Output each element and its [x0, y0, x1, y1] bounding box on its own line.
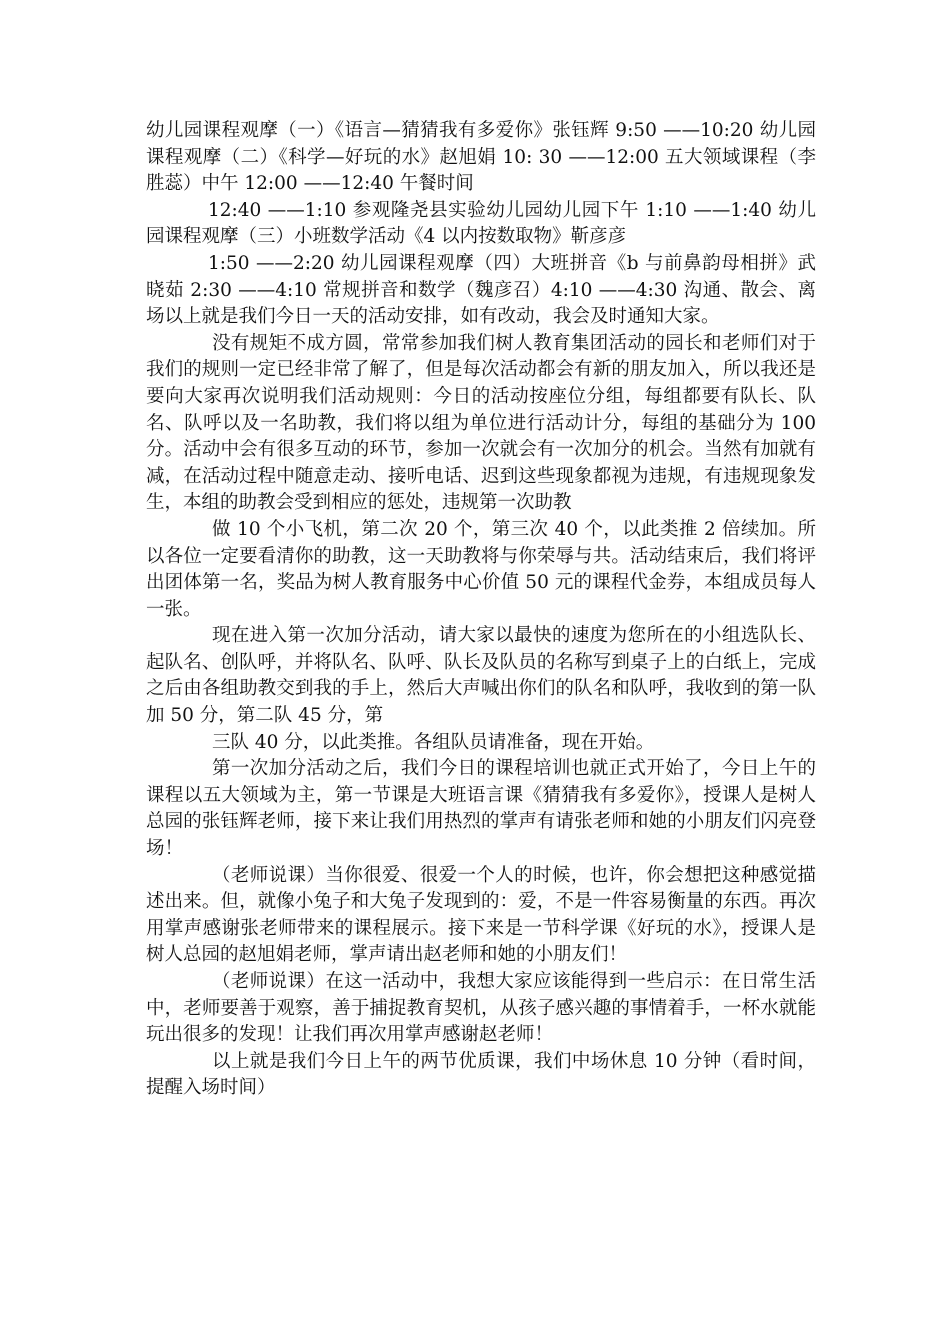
first-bonus-activity-continued-paragraph: 三队 40 分，以此类推。各组队员请准备，现在开始。 — [212, 731, 655, 753]
teacher-talk-paragraph-2: （老师说课）在这一活动中，我想大家应该能得到一些启示：在日常生活中，老师要善于观察，善于捕捉教育契机，从孩子感兴趣的事情着手，一杯水就能玩出很多的发现！让我们再次用掌声感谢赵老师！ — [146, 971, 816, 1046]
rules-paragraph: 没有规矩不成方圆，常常参加我们树人教育集团活动的园长和老师们对于我们的规则一定已经非常了解了，但是每次活动都会有新的朋友加入，所以我还是要向大家再次说明我们活动规则：今日的活动按座位分组，每组都要有队长、队名、队呼以及一名助教，我们将以组为单位进行活动计分，每组的基础分为 100 分。活动中会有很多互动的环节，参加一次就会有一次加分的机会。当然有加就有减，在活动过程中随意走动、接听电话、迟到这些现象都视为违规，有违规现象发生，本组的助教会受到相应的惩处，违规第一次助教 — [146, 332, 816, 514]
schedule-paragraph-afternoon-1: 12:40 ——1:10 参观隆尧县实验幼儿园幼儿园下午 1:10 ——1:40 幼儿园课程观摩（三）小班数学活动《4 以内按数取物》靳彦彦 — [146, 199, 816, 248]
schedule-paragraph-morning: 幼儿园课程观摩（一）《语言—猜猜我有多爱你》张钰辉 9:50 ——10:20 幼儿园课程观摩（二）《科学—好玩的水》赵旭娟 10: 30 ——12:00 五大领域课程（李胜蕊）中午 12:00 ——12:40 午餐时间 — [146, 120, 816, 195]
first-bonus-activity-paragraph: 现在进入第一次加分活动，请大家以最快的速度为您所在的小组选队长、起队名、创队呼，并将队名、队呼、队长及队员的名称写到桌子上的白纸上，完成之后由各组助教交到我的手上，然后大声喊出你们的队名和队呼，我收到的第一队加 50 分，第二队 45 分，第 — [146, 625, 816, 727]
course-intro-paragraph: 第一次加分活动之后，我们今日的课程培训也就正式开始了，今日上午的课程以五大领域为主，第一节课是大班语言课《猜猜我有多爱你》，授课人是树人总园的张钰辉老师，接下来让我们用热烈的掌声有请张老师和她的小朋友们闪亮登场！ — [146, 758, 816, 860]
rules-continued-paragraph: 做 10 个小飞机，第二次 20 个，第三次 40 个，以此类推 2 倍续加。所以各位一定要看清你的助教，这一天助教将与你荣辱与共。活动结束后，我们将评出团体第一名，奖品为树人教育服务中心价值 50 元的课程代金券，本组成员每人一张。 — [146, 518, 816, 620]
document-body — [146, 118, 816, 1102]
schedule-paragraph-afternoon-2: 1:50 ——2:20 幼儿园课程观摩（四）大班拼音《b 与前鼻韵母相拼》武晓茹 2:30 ——4:10 常规拼音和数学（魏彦召）4:10 ——4:30 沟通、散会、离场以上就是我们今日一天的活动安排，如有改动，我会及时通知大家。 — [146, 252, 816, 328]
teacher-talk-paragraph-1: （老师说课）当你很爱、很爱一个人的时候，也许，你会想把这种感觉描述出来。但，就像小兔子和大兔子发现到的：爱，不是一件容易衡量的东西。再次用掌声感谢张老师带来的课程展示。接下来是一节科学课《好玩的水》，授课人是树人总园的赵旭娟老师，掌声请出赵老师和她的小朋友们！ — [146, 864, 816, 966]
break-announcement-paragraph: 以上就是我们今日上午的两节优质课，我们中场休息 10 分钟（看时间，提醒入场时间） — [146, 1050, 816, 1099]
